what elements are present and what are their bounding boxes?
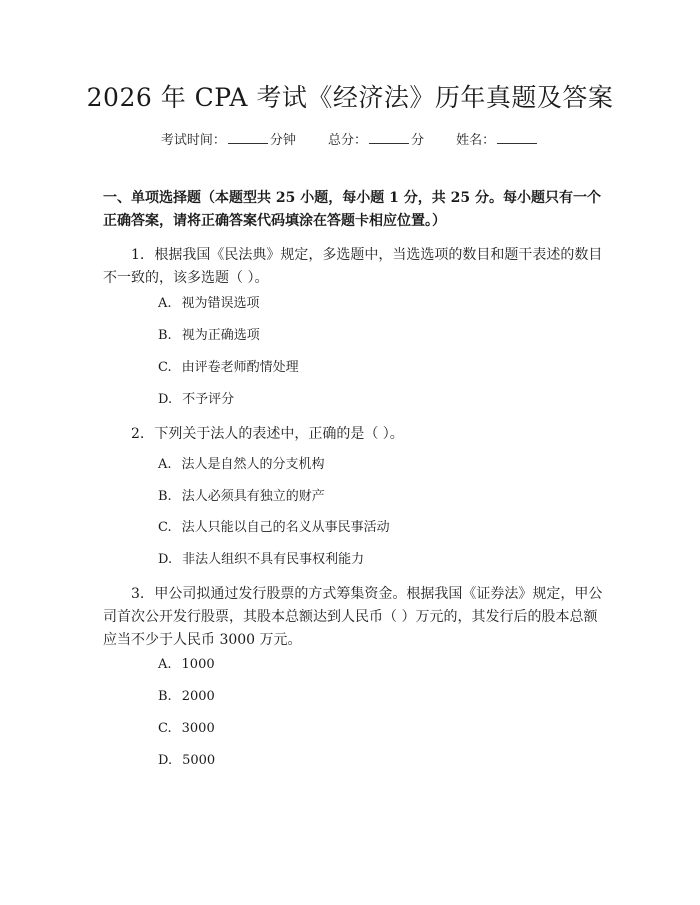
question-3-option-d	[158, 751, 215, 771]
exam-name-label: 姓名：	[456, 133, 496, 148]
question-3-option-c	[158, 719, 215, 739]
option-letter: A.	[158, 296, 172, 311]
section-heading: 一、单项选择题（本题型共 25 小题，每小题 1 分，共 25 分。每小题只有一个正确答案，请将正确答案代码填涂在答题卡相应位置。）	[103, 190, 601, 229]
question-2-option-a	[158, 455, 325, 475]
option-letter: A.	[158, 657, 172, 672]
question-number: 1.	[131, 247, 145, 263]
question-2	[103, 423, 603, 446]
option-letter: C.	[158, 520, 172, 535]
page-title: 2026 年 CPA 考试《经济法》历年真题及答案	[86, 83, 614, 112]
option-letter: D.	[158, 753, 173, 768]
question-3-option-a	[158, 655, 215, 675]
option-letter: D.	[158, 392, 173, 407]
exam-score-blank	[369, 131, 409, 144]
option-text: 视为错误选项	[181, 296, 260, 311]
exam-name	[456, 133, 539, 148]
exam-meta	[0, 131, 700, 151]
question-stem: 下列关于法人的表述中，正确的是（ ）。	[154, 426, 404, 442]
question-1-option-b	[158, 326, 260, 346]
question-1-option-a	[158, 294, 260, 314]
option-text: 2000	[181, 689, 215, 704]
question-1-option-c	[158, 358, 299, 378]
option-text: 由评卷老师酌情处理	[181, 360, 299, 375]
exam-score-unit: 分	[411, 133, 425, 148]
option-letter: B.	[158, 328, 172, 343]
option-text: 视为正确选项	[181, 328, 260, 343]
question-3	[103, 583, 603, 652]
option-text: 法人必须具有独立的财产	[181, 489, 325, 504]
question-2-option-b	[158, 487, 325, 507]
exam-time-unit: 分钟	[269, 133, 296, 148]
option-text: 法人只能以自己的名义从事民事活动	[181, 520, 390, 535]
exam-score-label: 总分：	[327, 133, 367, 148]
question-2-option-c	[158, 518, 390, 538]
option-text: 不予评分	[182, 392, 235, 407]
question-number: 2.	[131, 426, 145, 442]
exam-time-blank	[228, 131, 268, 144]
option-text: 法人是自然人的分支机构	[181, 457, 325, 472]
option-letter: C.	[158, 721, 172, 736]
question-stem: 根据我国《民法典》规定，多选题中，当选选项的数目和题干表述的数目不一致的，该多选题（ ）。	[103, 247, 603, 286]
option-text: 3000	[181, 721, 215, 736]
exam-score	[328, 133, 424, 148]
question-1-option-d	[158, 390, 234, 410]
option-letter: A.	[158, 457, 172, 472]
question-1	[103, 244, 603, 290]
question-2-option-d	[158, 550, 364, 570]
exam-name-blank	[497, 131, 537, 144]
option-text: 非法人组织不具有民事权利能力	[182, 552, 365, 567]
option-text: 1000	[181, 657, 215, 672]
option-letter: C.	[158, 360, 172, 375]
question-stem: 甲公司拟通过发行股票的方式筹集资金。根据我国《证券法》规定，甲公司首次公开发行股票，其股本总额达到人民币（ ）万元的，其发行后的股本总额应当不少于人民币 3000 万元。	[103, 586, 603, 648]
option-letter: B.	[158, 689, 172, 704]
question-number: 3.	[131, 586, 145, 602]
exam-time	[161, 133, 296, 148]
question-3-option-b	[158, 687, 215, 707]
option-letter: B.	[158, 489, 172, 504]
exam-time-label: 考试时间：	[160, 133, 226, 148]
option-letter: D.	[158, 552, 173, 567]
option-text: 5000	[182, 753, 216, 768]
